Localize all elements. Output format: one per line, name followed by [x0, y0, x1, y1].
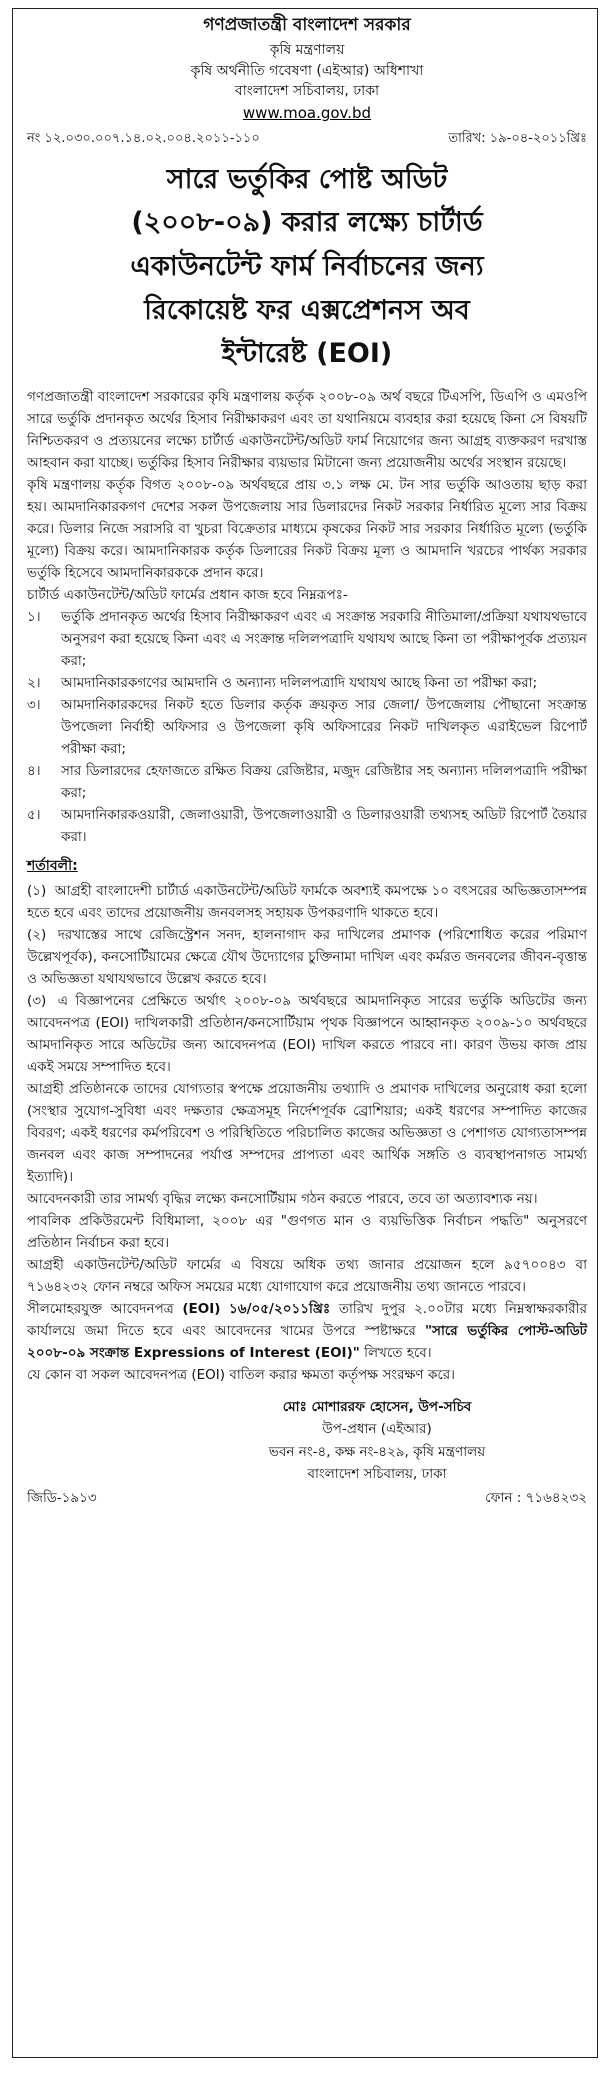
condition-number: (২) — [27, 927, 47, 944]
condition-3 — [27, 990, 587, 1078]
title-line: রিকোয়েষ্ট ফর এক্সপ্রেশনস অব — [144, 294, 470, 326]
ministry-name: কৃষি মন্ত্রণালয় — [269, 42, 345, 59]
condition-number: (৩) — [27, 993, 47, 1010]
condition-text: এ বিজ্ঞাপনের প্রেক্ষিতে অর্থাৎ ২০০৮-০৯ অর্থবছরে আমদানিকৃত সারের ভর্তুকি অডিটের জন্য আবেদনপত্র — [27, 993, 587, 1032]
task-number: ১। — [27, 609, 41, 626]
notice-title — [27, 158, 587, 377]
contact-paragraph: আগ্রহী একাউনটেন্ট/অডিট ফার্মের এ বিষয়ে অধিক তথ্য জানার প্রয়োজন হলে ৯৫৭০০৪৩ বা ৭১৬৪২৩২ ফোন নম্বরে অফিস সময়ের মধ্যে যোগাযোগ করে প্রয়োজনীয় তথ্য জানতে পারবে। — [27, 1257, 587, 1296]
condition-2 — [27, 924, 587, 990]
consortium-paragraph: আবেদনকারী তার সামর্থ্য বৃদ্ধির লক্ষ্যে কনসোর্টিয়াম গঠন করতে পারবে, তবে তা অত্যাবশ্যক নয়। — [27, 1191, 538, 1208]
eoi-label: (EOI) — [282, 1037, 316, 1054]
condition-text: দরখাস্তের সাথে রেজিস্ট্রেশন সনদ, হালনাগাদ কর দাখিলের প্রমাণক (পরিশোধিত করের পরিমাণ উল্লেখপূর্বক), কনসোর্টিয়ামের ক্ষেত্রে যৌথ উদ্যোগের চুক্তিনামা দাখিল এবং কর্মরত জনবলের জীবন-বৃত্তান্ত ও অভিজ্ঞতা যথাযথভাবে উল্লেখ করতে হবে। — [27, 927, 587, 988]
signatory-name: মোঃ মোশাররফ হোসেন, উপ-সচিব — [282, 1399, 472, 1416]
signatory-secretariat: বাংলাদেশ সচিবালয়, ঢাকা — [307, 1465, 447, 1482]
task-number: ৫। — [27, 807, 41, 824]
branch-name: কৃষি অর্থনীতি গবেষণা (এইআর) অধিশাখা — [190, 62, 424, 79]
signature-block — [167, 1396, 587, 1485]
submission-text: লিখতে হবে। — [364, 1345, 432, 1362]
intro-paragraph: গণপ্রজাতন্ত্রী বাংলাদেশ সরকারের কৃষি মন্ত্রণালয় কর্তৃক ২০০৮-০৯ অর্থ বছরে টিএসপি, ডিএপি ও এমওপি সারে ভর্তুকি প্রদানকৃত অর্থের হিসাব নিরীক্ষাকরণ এবং তা যথানিয়মে ব্যবহার করা হয়েছে কিনা সে বিষয়টি নিশ্চিতকরণ ও প্রত্যয়নের লক্ষ্যে চার্টার্ড একাউনটেন্ট/অডিট ফার্ম নিয়োগের জন্য আগ্রহ ব্যক্তকরণ দরখাস্ত আহবান করা যাচ্ছে। ভর্তুকির হিসাব নিরীক্ষার ব্যয়ভার মিটানো জন্য প্রয়োজনীয় অর্থের সংস্থান রয়েছে। — [27, 389, 587, 472]
title-line: একাউনটেন্ট ফার্ম নির্বাচনের জন্য — [130, 250, 484, 282]
condition-text: দাখিলকারী প্রতিষ্ঠান/কনসোর্টিয়াম পৃথক বিজ্ঞাপনে আহ্বানকৃত ২০০৯-১০ অর্থবছরে আমদানিকৃত সারে অডিটের জন্য আবেদনপত্র — [27, 1015, 588, 1054]
condition-text: দাখিল করতে পারবে না। কারণ উভয় কাজ প্রায় একই সময়ে সম্পাদিত হবে। — [27, 1037, 588, 1076]
task-item — [27, 606, 587, 672]
task-number: ৩। — [27, 697, 41, 714]
task-text: ভর্তুকি প্রদানকৃত অর্থের হিসাব নিরীক্ষাকরণ এবং এ সংক্রান্ত সরকারি নীতিমালা/প্রক্রিয়া যথাযথভাবে অনুসরণ করা হয়েছে কিনা এবং এ সংক্রান্ত দলিলপত্রাদি যথাযথ আছে কিনা তা পরীক্ষাপূর্বক প্রত্যয়ন করা; — [61, 609, 587, 670]
task-text: আমদানিকারকদের নিকট হতে ডিলার কর্তৃক ক্রয়কৃত সার জেলা/ উপজেলায় পৌছানো সংক্রান্ত উপজেলা নির্বাহী অফিসার ও উপজেলা কৃষি অফিসারের নিকট দাখিলকৃত এরাইভেল রিপোর্ট পরীক্ষা করা; — [61, 697, 587, 758]
reference-row — [27, 129, 587, 150]
phone-number: ফোন : ৭১৬৪২৩২ — [485, 1490, 587, 1507]
gd-number: জিডি-১৯১৩ — [27, 1490, 97, 1507]
procurement-paragraph: পাবলিক প্রকিউরমেন্ট বিধিমালা, ২০০৮ এর "গুণগত মান ও ব্যয়ভিত্তিক নির্বাচন পদ্ধতি" অনুসরণে প্রতিষ্ঠান নির্বাচন করা হবে। — [27, 1213, 587, 1252]
memo-date: তারিখ: ১৯-০৪-২০১১খ্রিঃ — [448, 130, 587, 146]
task-text: আমদানিকারকগণের আমদানি ও অন্যান্য দলিলপত্রাদি যথাযথ আছে কিনা তা পরীক্ষা করা; — [61, 675, 538, 692]
title-line: সারে ভর্তুকির পোষ্ট অডিট — [166, 163, 448, 195]
authority-paragraph: যে কোন বা সকল আবেদনপত্র (EOI) বাতিল করার ক্ষমতা কর্তৃপক্ষ সংরক্ষণ করে। — [27, 1367, 456, 1384]
conditions-heading: শর্তাবলী: — [27, 858, 78, 875]
office-address: বাংলাদেশ সচিবালয়, ঢাকা — [234, 83, 380, 100]
government-name: গণপ্রজাতন্ত্রী বাংলাদেশ সরকার — [203, 15, 411, 35]
submission-text: তারিখ দুপুর ২.০০টার মধ্যে নিম্নস্বাক্ষরকারীর কার্যালয়ে জমা দিতে হবে এবং আবেদনের খামের উপরে স্পষ্টাক্ষরে — [27, 1301, 587, 1340]
title-line: ইন্টারেষ্ট (EOI) — [221, 338, 393, 370]
condition-1 — [27, 880, 587, 924]
title-line: (২০০৮-০৯) করার লক্ষ্যে চার্টার্ড — [131, 207, 483, 239]
tasks-intro: চার্টার্ড একাউনটেন্ট/অডিট ফার্মের প্রধান কাজ হবে নিম্নরূপঃ- — [27, 587, 348, 604]
submission-text: সীলমোহরযুক্ত আবেদনপত্র — [27, 1301, 174, 1318]
task-item — [27, 672, 587, 694]
task-list — [27, 606, 587, 848]
signatory-office: ভবন নং-৪, কক্ষ নং-৪২৯, কৃষি মন্ত্রণালয় — [268, 1443, 486, 1460]
notice-page — [12, 8, 598, 2058]
submission-paragraph — [27, 1298, 587, 1364]
signatory-designation: উপ-প্রধান (এইআর) — [322, 1421, 432, 1438]
task-item — [27, 694, 587, 760]
condition-number: (১) — [27, 883, 47, 900]
task-number: ৪। — [27, 763, 41, 780]
website-link[interactable]: www.moa.gov.bd — [242, 103, 372, 122]
task-item — [27, 760, 587, 804]
interest-paragraph: আগ্রহী প্রতিষ্ঠানকে তাদের যোগ্যতার স্বপক্ষে প্রয়োজনীয় তথ্যাদি ও প্রমাণক দাখিলের অনুরোধ করা হলো (সংস্থার সুযোগ-সুবিধা এবং দক্ষতার ক্ষেত্রসমূহ নির্দেশপূর্বক ব্রোশিয়ার; একই ধরণের সম্পাদিত কাজের বিবরণ; একই ধরণের কর্মপরিবেশ ও পরিস্থিতিতে পরিচালিত কাজের অভিজ্ঞতা ও পেশাগত যোগ্যতাসম্পন্ন জনবল এবং কাজ সম্পাদনের পর্যাপ্ত সম্পদের প্রাপ্যতা এবং আর্থিক সঙ্গতি ও ব্যবস্থাপনাগত সামর্থ্য ইত্যাদি)। — [27, 1081, 587, 1186]
deadline-date: ১৬/০৫/২০১১খ্রিঃ — [229, 1301, 331, 1318]
memo-number: নং ১২.০৩০.০০৭.১৪.০২.০০৪.২০১১-১১০ — [27, 130, 260, 146]
notice-header — [27, 15, 587, 123]
task-text: সার ডিলারদের হেফাজতে রক্ষিত বিক্রয় রেজিষ্টার, মজুদ রেজিষ্টার সহ অন্যান্য দলিলপত্রাদি পরীক্ষা করা; — [61, 763, 587, 802]
task-number: ২। — [27, 675, 41, 692]
task-item — [27, 804, 587, 848]
task-text: আমদানিকারকওয়ারী, জেলাওয়ারী, উপজেলাওয়ারী ও ডিলারওয়ারী তথ্যসহ অডিট রিপোর্ট তৈয়ার করা। — [61, 807, 587, 846]
background-paragraph: কৃষি মন্ত্রণালয় কর্তৃক বিগত ২০০৮-০৯ অর্থবছরে প্রায় ৩.১ লক্ষ মে. টন সার ভর্তুকি আওতায় ছাড় করা হয়। আমদানিকারকগণ দেশের সকল উপজেলায় সার ডিলারদের নিকট সরকার নির্ধারিত মূল্যে সার বিক্রয় করে। ডিলার নিজে সরাসরি বা খুচরা বিক্রেতার মাধ্যমে কৃষকের নিকট সার সরকার নির্ধারিত মূল্যে (ভর্তুকি মূল্যে) বিক্রয় করে। আমদানিকারক কর্তৃক ডিলারের নিকট বিক্রয় মূল্য ও আমদানি খরচের পার্থক্য সরকার ভর্তুকি হিসেবে আমদানিকারককে প্রদান করে। — [27, 477, 587, 582]
eoi-label: (EOI) — [182, 1301, 221, 1318]
envelope-label: "সারে ভর্তুকির পোস্ট-অডিট ২০০৮-০৯ সংক্রান্ত Expressions of Interest (EOI)" — [27, 1323, 588, 1362]
condition-text: আগ্রহী বাংলাদেশী চার্টার্ড একাউনটেন্ট/অডিট ফার্মকে অবশ্যই কমপক্ষে ১০ বৎসরের অভিজ্ঞতাসম্পন্ন হতে হবে এবং তাদের প্রয়োজনীয় জনবলসহ সহায়ক উপকরণাদি থাকতে হবে। — [27, 883, 588, 922]
footer-row — [27, 1487, 587, 1510]
eoi-label: (EOI) — [95, 1015, 130, 1032]
